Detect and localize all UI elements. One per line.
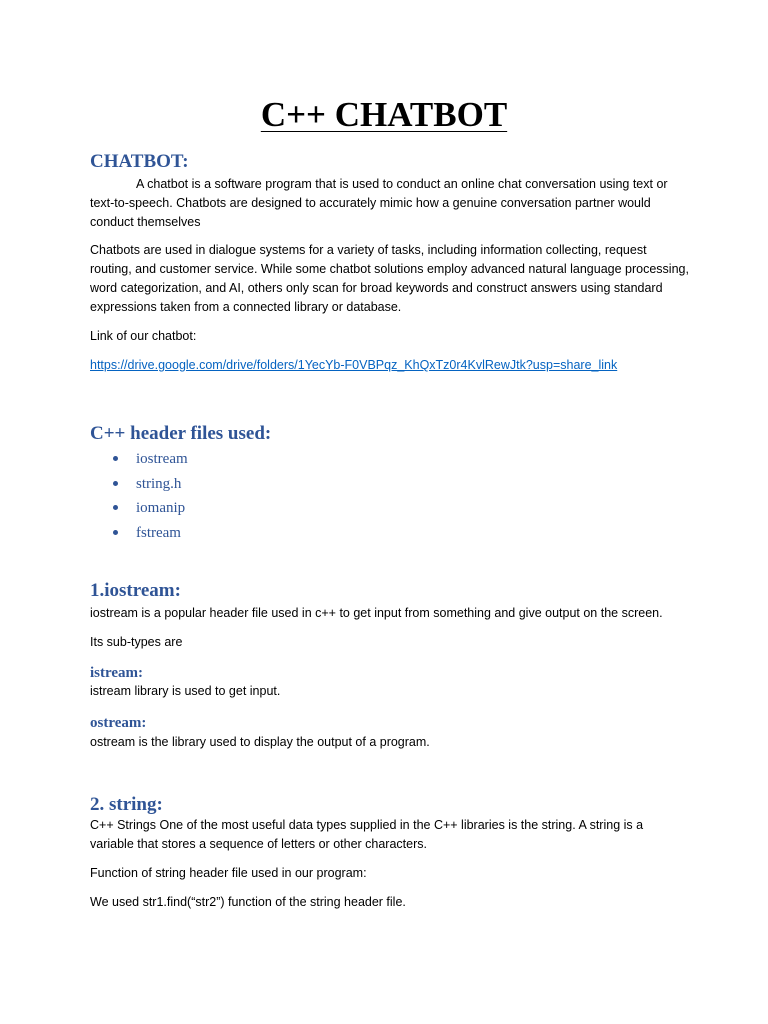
section-heading-header-files: C++ header files used: [90,423,272,444]
section-heading-chatbot: CHATBOT: [90,151,189,172]
list-item [113,521,188,546]
list-item [113,496,188,521]
list-item-label: iomanip [136,500,186,517]
document-title [0,94,768,136]
document-title-text: C++ CHATBOT [260,95,508,134]
bullet-icon [113,481,118,486]
iostream-paragraph-1: iostream is a popular header file used in c++ to get input from something and give output on the screen. [90,606,663,620]
istream-text: istream library is used to get input. [90,684,281,698]
chatbot-paragraph-2: Chatbots are used in dialogue systems for a variety of tasks, including information collecting, request routing, and customer service. While some chatbot solutions employ advanced natural language processing, word categorization, and AI, others only scan for broad keywords and construct answers using standard expressions taken from a connected library or database. [90,243,689,314]
list-item-label: fstream [136,525,181,542]
subheading-ostream: ostream: [90,715,147,731]
chatbot-paragraph-1: A chatbot is a software program that is used to conduct an online chat conversation using text or text-to-speech. Chatbots are designed to accurately mimic how a genuine conversation partner would conduct themselves [90,177,668,229]
list-item-label: string.h [136,475,182,492]
bullet-icon [113,530,118,535]
chatbot-drive-link[interactable]: https://drive.google.com/drive/folders/1YecYb-F0VBPqz_KhQxTz0r4KvlRewJtk?usp=share_link [90,358,618,372]
bullet-icon [113,505,118,510]
iostream-paragraph-2: Its sub-types are [90,635,183,649]
section-heading-string: 2. string: [90,794,163,815]
string-paragraph-3: We used str1.find(“str2”) function of the string header file. [90,895,406,909]
ostream-text: ostream is the library used to display the output of a program. [90,735,430,749]
header-files-list [113,447,188,546]
subheading-istream: istream: [90,665,144,681]
bullet-icon [113,456,118,461]
list-item [113,447,188,472]
section-heading-iostream: 1.iostream: [90,580,181,601]
list-item-label: iostream [136,451,188,467]
list-item [113,472,188,497]
chatbot-link-label: Link of our chatbot: [90,329,197,343]
string-paragraph-2: Function of string header file used in our program: [90,866,367,880]
string-paragraph-1: C++ Strings One of the most useful data types supplied in the C++ libraries is the string. A string is a variable that stores a sequence of letters or other characters. [90,818,644,851]
